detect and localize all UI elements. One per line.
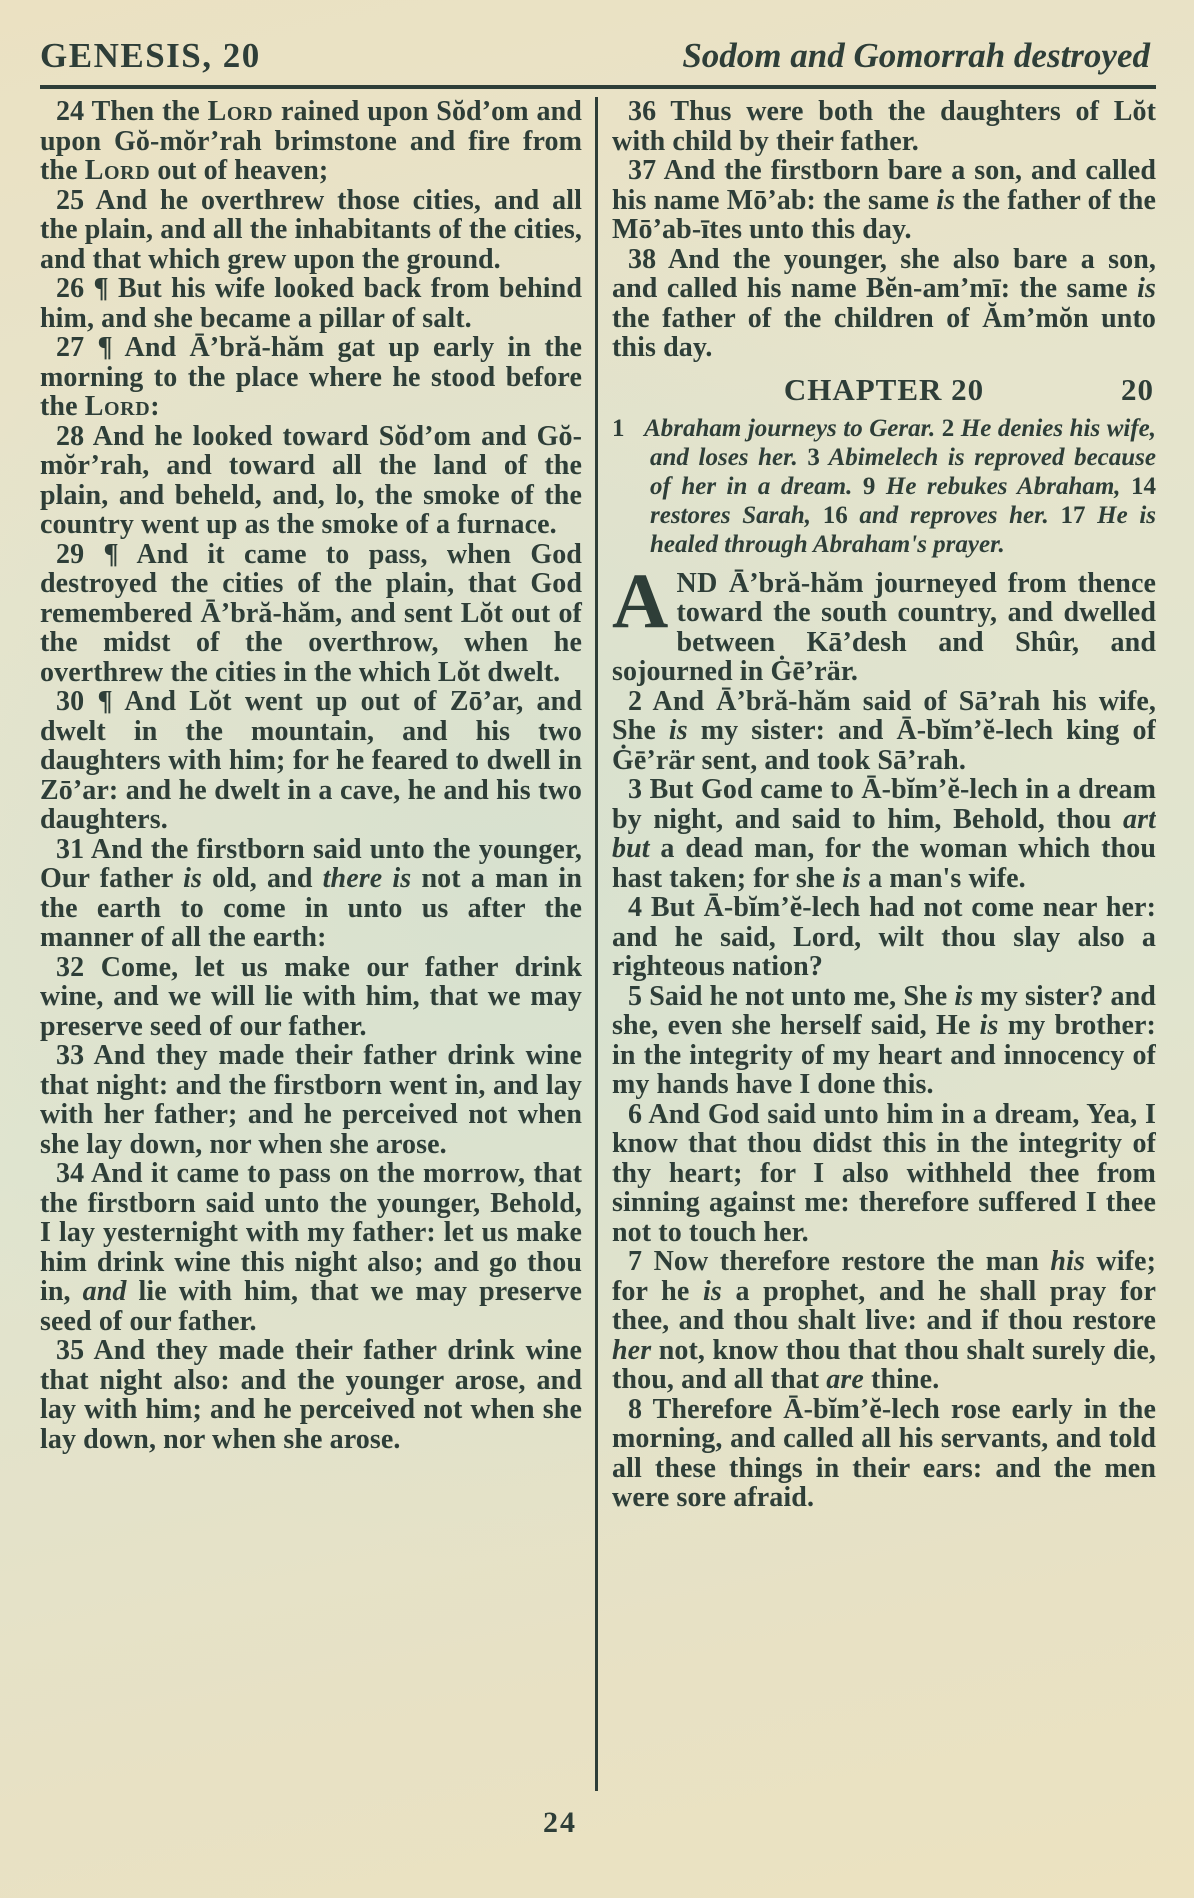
italic-text: is [979, 1010, 999, 1041]
verse-7: 7 Now therefore restore the man his wife; for he is a prophet, and he shall pray for thee, and thou shalt live: and if thou restore her not, know thou that thou shalt surely die, thou, and all that are thine. [612, 1246, 1156, 1395]
drop-cap-rest: ND [676, 567, 718, 599]
verse-number: 2 [628, 685, 643, 717]
small-caps-text: Lord [84, 391, 151, 422]
verse-24: 24 Then the Lord rained upon Sŏd’om and upon Gŏ-mŏr’rah brimstone and fire from the Lord out of heaven; [40, 96, 582, 186]
verse-number: 7 [628, 1246, 643, 1277]
chapter-heading [612, 373, 1156, 407]
verse-3: 3 But God came to Ā-bĭm’ĕ-lech in a dream by night, and said to him, Behold, thou art but a dead man, for the woman which thou hast taken; for she is a man's wife. [612, 774, 1156, 894]
verse-1: AND Ā’bră-hăm journeyed from thence toward the south country, and dwelled between Kā’desh and Shûr, and sojourned in Ġē’rär. [612, 556, 1156, 687]
verse-number: 35 [56, 1335, 85, 1366]
italic-text: is [842, 862, 862, 894]
verse-35: 35 And they made their father drink wine that night also: and the younger arose, and lay with him; and he perceived not when she lay down, nor when she arose. [40, 1335, 583, 1455]
summary-verse-number: 17 [1060, 501, 1086, 529]
verse-number: 24 [56, 96, 85, 127]
summary-verse-number: 1 [612, 414, 625, 442]
verse-28: 28 And he looked toward Sŏd’om and Gŏ-mŏr’rah, and toward all the land of the plain, and beheld, and, lo, the smoke of the country went up as the smoke of a furnace. [40, 420, 582, 540]
verse-2: 2 And Ā’bră-hăm said of Sā’rah his wife, She is my sister: and Ā-bĭm’ĕ-lech king of Ġē’rär sent, and took Sā’rah. [612, 685, 1156, 776]
verse-number: 30 [56, 686, 85, 717]
italic-text: are [826, 1364, 864, 1395]
italic-text: art but [612, 803, 1156, 864]
summary-text: and reproves her. [859, 501, 1049, 529]
summary-verse-number: 9 [862, 472, 876, 500]
verse-8: 8 Therefore Ā-bĭm’ĕ-lech rose early in the morning, and called all his servants, and told all these things in their ears: and the men were sore afraid. [612, 1393, 1156, 1513]
verse-4: 4 But Ā-bĭm’ĕ-lech had not come near her: and he said, Lord, wilt thou slay also a righteous nation? [612, 892, 1156, 982]
verse-5: 5 Said he not unto me, She is my sister? and she, even she herself said, He is my brother: in the integrity of my heart and innocency of my hands have I done this. [612, 980, 1156, 1100]
verse-37: 37 And the firstborn bare a son, and called his name Mō’ab: the same is the father of the Mō’ab-ītes unto this day. [612, 155, 1156, 245]
verse-number: 37 [628, 155, 657, 186]
chapter-summary [612, 414, 1156, 559]
verse-31: 31 And the firstborn said unto the younger, Our father is old, and there is not a man in the earth to come in unto us after the manner of all the earth: [40, 833, 583, 953]
verse-6: 6 And God said unto him in a dream, Yea, I know that thou didst this in the integrity of thy heart; for I also withheld thee from sinning against me: therefore suffered I thee not to touch her. [612, 1098, 1156, 1248]
chapter-title: CHAPTER 20 [783, 371, 985, 407]
verse-29: 29 ¶ And it came to pass, when God destroyed the cities of the plain, that God remembered Ā’bră-hăm, and sent Lŏt out of the midst of the overthrow, when he overthrew the cities in the which Lŏt dwelt. [40, 538, 582, 688]
verse-number: 27 [56, 332, 85, 363]
drop-cap: A [612, 556, 669, 644]
verse-26: 26 ¶ But his wife looked back from behind him, and she became a pillar of salt. [40, 273, 583, 334]
running-head: Sodom and Gomorrah destroyed [682, 36, 1150, 75]
verse-30: 30 ¶ And Lŏt went up out of Zō’ar, and dwelt in the mountain, and his two daughters with him; for he feared to dwell in Zō’ar: and he dwelt in a cave, he and his two daughters. [40, 686, 582, 835]
summary-verse-number: 3 [807, 443, 820, 471]
summary-verse-number: 14 [1131, 472, 1156, 500]
chapter-side-number: 20 [1121, 371, 1154, 407]
verse-38: 38 And the younger, she also bare a son, and called his name Bĕn-am’mī: the same is the father of the children of Ăm’mŏn unto this day. [612, 243, 1156, 363]
verse-33: 33 And they made their father drink wine that night: and the firstborn went in, and lay with her father; and he perceived not when she lay down, nor when she arose. [40, 1040, 583, 1160]
small-caps-text: Lord [84, 155, 151, 186]
text-columns [40, 89, 1156, 1791]
verse-number: 33 [56, 1040, 85, 1071]
summary-text: He denies his wife, and loses her. [650, 414, 1156, 471]
right-column-verses-top [612, 97, 1156, 363]
italic-text: is [936, 184, 956, 216]
italic-text: his [1050, 1246, 1085, 1277]
verse-number: 4 [628, 892, 643, 923]
page-number: 24 [543, 1806, 577, 1839]
verse-number: 36 [628, 96, 657, 127]
right-column-verses-bottom [612, 556, 1156, 1513]
verse-number: 34 [56, 1158, 85, 1189]
book-title: GENESIS, 20 [40, 36, 261, 75]
italic-text: is [702, 1275, 722, 1307]
verse-34: 34 And it came to pass on the morrow, that the firstborn said unto the younger, Behold, I lay yesternight with my father: let us make him drink wine this night also; and go thou in, and lie with him, that we may preserve seed of our father. [40, 1158, 582, 1337]
verse-number: 8 [628, 1393, 643, 1425]
verse-number: 3 [628, 774, 643, 805]
italic-text: and [82, 1276, 127, 1307]
small-caps-text: Lord [207, 96, 274, 127]
verse-32: 32 Come, let us make our father drink wine, and we will lie with him, that we may preserve seed of our father. [40, 951, 582, 1042]
italic-text: is [668, 715, 688, 746]
verse-number: 28 [56, 420, 85, 452]
summary-text: He is healed through Abraham's prayer. [650, 501, 1156, 558]
verse-number: 38 [628, 243, 657, 275]
italic-text: is [954, 980, 974, 1012]
verse-number: 26 [56, 273, 85, 304]
page-header [40, 36, 1156, 76]
summary-verse-number: 16 [822, 501, 848, 529]
summary-text: restores Sarah, [650, 501, 812, 529]
italic-text: there is [322, 863, 412, 894]
italic-text: her [612, 1334, 652, 1366]
verse-number: 29 [56, 538, 85, 570]
summary-text: He rebukes Abraham, [885, 472, 1121, 500]
summary-verse-number: 2 [941, 414, 955, 442]
italic-text: is [183, 863, 202, 894]
verse-number: 5 [628, 980, 643, 1012]
verse-number: 6 [628, 1098, 643, 1130]
verse-number: 31 [56, 833, 85, 865]
verse-number: 25 [56, 184, 85, 216]
summary-text: Abraham journeys to Gerar. [644, 414, 936, 442]
right-column [598, 97, 1156, 1791]
italic-text: is [1137, 273, 1156, 304]
left-column [40, 97, 598, 1791]
verse-27: 27 ¶ And Ā’bră-hăm gat up early in the morning to the place where he stood before the Lord: [40, 332, 582, 422]
verse-36: 36 Thus were both the daughters of Lŏt with child by their father. [612, 96, 1156, 157]
verse-25: 25 And he overthrew those cities, and all the plain, and all the inhabitants of the cities, and that which grew upon the ground. [40, 184, 582, 275]
summary-text: Abimelech is reproved because of her in a dream. [650, 443, 1156, 500]
verse-number: 32 [56, 951, 85, 983]
